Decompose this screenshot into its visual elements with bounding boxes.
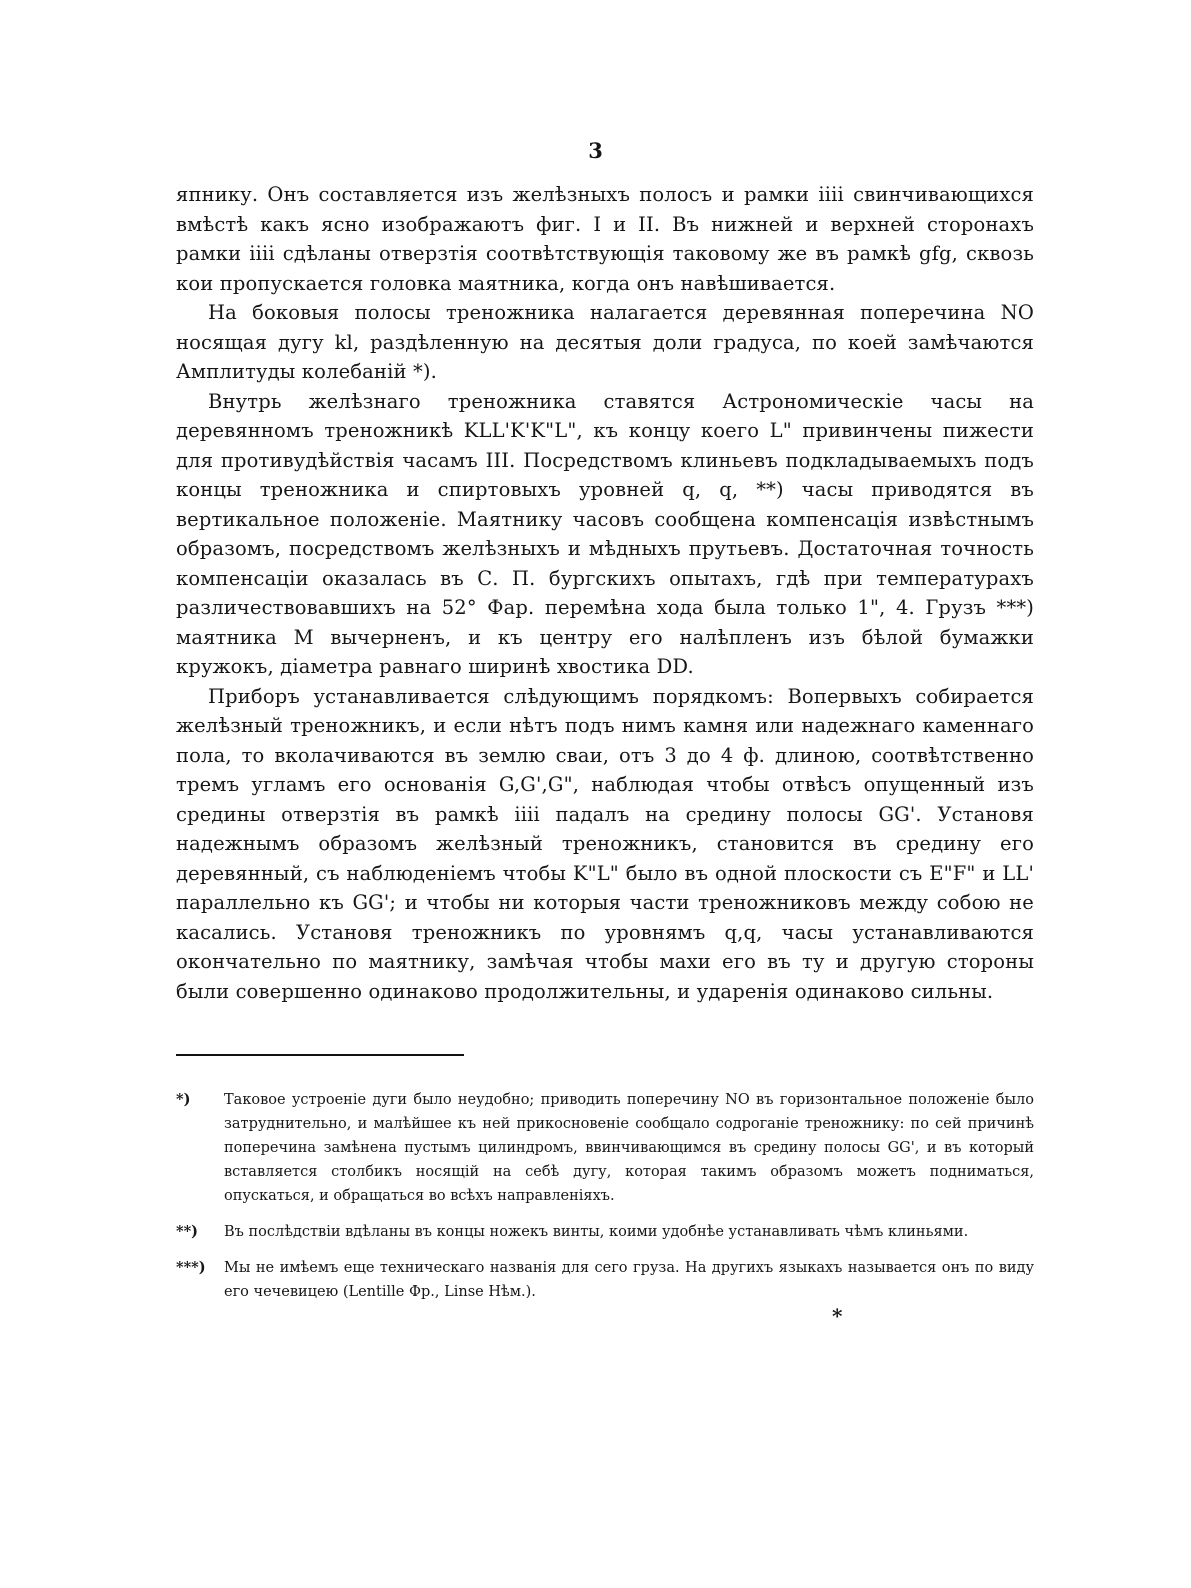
paragraph-clock: Внутрь желѣзнаго треножника ставятся Астрономическіе часы на деревянномъ треножникѣ KLL'K'K"L", къ концу коего L" привинчены пижести для противудѣйствія часамъ III. Посредствомъ клиньевъ подкладываемыхъ подъ концы треножника и спиртовыхъ уровней q, q, **) часы приводятся въ вертикальное положеніе. Маятнику часовъ сообщена компенсація извѣстнымъ образомъ, посредствомъ желѣзныхъ и мѣдныхъ прутьевъ. Достаточная точность компенсаціи оказалась въ С. П. бургскихъ опытахъ, гдѣ при температурахъ различествовавшихъ на 52° Фар. перемѣна хода была только 1", 4. Грузъ ***) маятника M вычерненъ, и къ центру его налѣпленъ изъ бѣлой бумажки кружокъ, діаметра равнаго ширинѣ хвостика DD. (176, 389, 1034, 678)
footnote-mark: ***) (176, 1259, 206, 1276)
signature-mark: * (832, 1304, 843, 1328)
footnote-3 (176, 1256, 1034, 1304)
paragraph-crossbar: На боковыя полосы треножника налагается деревянная поперечина NO носящая дугу kl, раздѣленную на десятыя доли градуса, по коей замѣчаются Амплитуды колебаній *). (176, 301, 1034, 383)
paragraph-setup: Приборъ устанавливается слѣдующимъ порядкомъ: Вопервыхъ собирается желѣзный треножникъ, и если нѣтъ подъ нимъ камня или надежнаго каменнаго пола, то вколачиваются въ землю сваи, отъ 3 до 4 ф. длиною, соотвѣтственно тремъ угламъ его основанія G,G',G", наблюдая чтобы отвѣсъ опущенный изъ средины отверзтія въ рамкѣ iiii падалъ на средину полосы GG'. Установя надежнымъ образомъ желѣзный треножникъ, становится въ средину его деревянный, съ наблюденіемъ чтобы K"L" было въ одной плоскости съ E"F" и LL' параллельно къ GG'; и чтобы ни которыя части треножниковъ между собою не касались. Установя треножникъ по уровнямъ q,q, часы устанавливаются окончательно по маятнику, замѣчая чтобы махи его въ ту и другую стороны были совершенно одинаково продолжительны, и ударенія одинаково сильны. (176, 684, 1034, 1003)
footnote-text: Таковое устроеніе дуги было неудобно; приводить поперечину NO въ горизонтальное положеніе было затруднительно, и малѣйшее къ ней прикосновеніе сообщало содроганіе треножнику: по сей причинѣ поперечина замѣнена пустымъ цилиндромъ, ввинчивающимся въ средину полосы GG', и въ который вставляется столбикъ носящій на себѣ дугу, которая такимъ образомъ можетъ подниматься, опускаться, и обращаться во всѣхъ направленіяхъ. (224, 1092, 1034, 1204)
page-number: 3 (588, 138, 603, 163)
footnote-mark: **) (176, 1223, 199, 1240)
main-text (176, 180, 1034, 1006)
footnotes (176, 1088, 1034, 1316)
paragraph-continuation: япнику. Онъ составляется изъ желѣзныхъ полосъ и рамки iiii свинчивающихся вмѣстѣ какъ ясно изображаютъ фиг. I и II. Въ нижней и верхней сторонахъ рамки iiii сдѣланы отверзтія соотвѣтствующія таковому же въ рамкѣ gfg, сквозь кои пропускается головка маятника, когда онъ навѣшивается. (176, 183, 1034, 295)
footnote-text: Въ послѣдствіи вдѣланы въ концы ножекъ винты, коими удобнѣе устанавливать чѣмъ клиньями. (224, 1224, 969, 1240)
footnote-separator (176, 1054, 464, 1056)
footnote-text: Мы не имѣемъ еще техническаго названія для сего груза. На другихъ языкахъ называется онъ по виду его чечевицею (Lentille Фр., Linse Нѣм.). (224, 1260, 1034, 1300)
footnote-1 (176, 1088, 1034, 1208)
footnote-mark: *) (176, 1091, 191, 1108)
footnote-2 (176, 1220, 1034, 1244)
